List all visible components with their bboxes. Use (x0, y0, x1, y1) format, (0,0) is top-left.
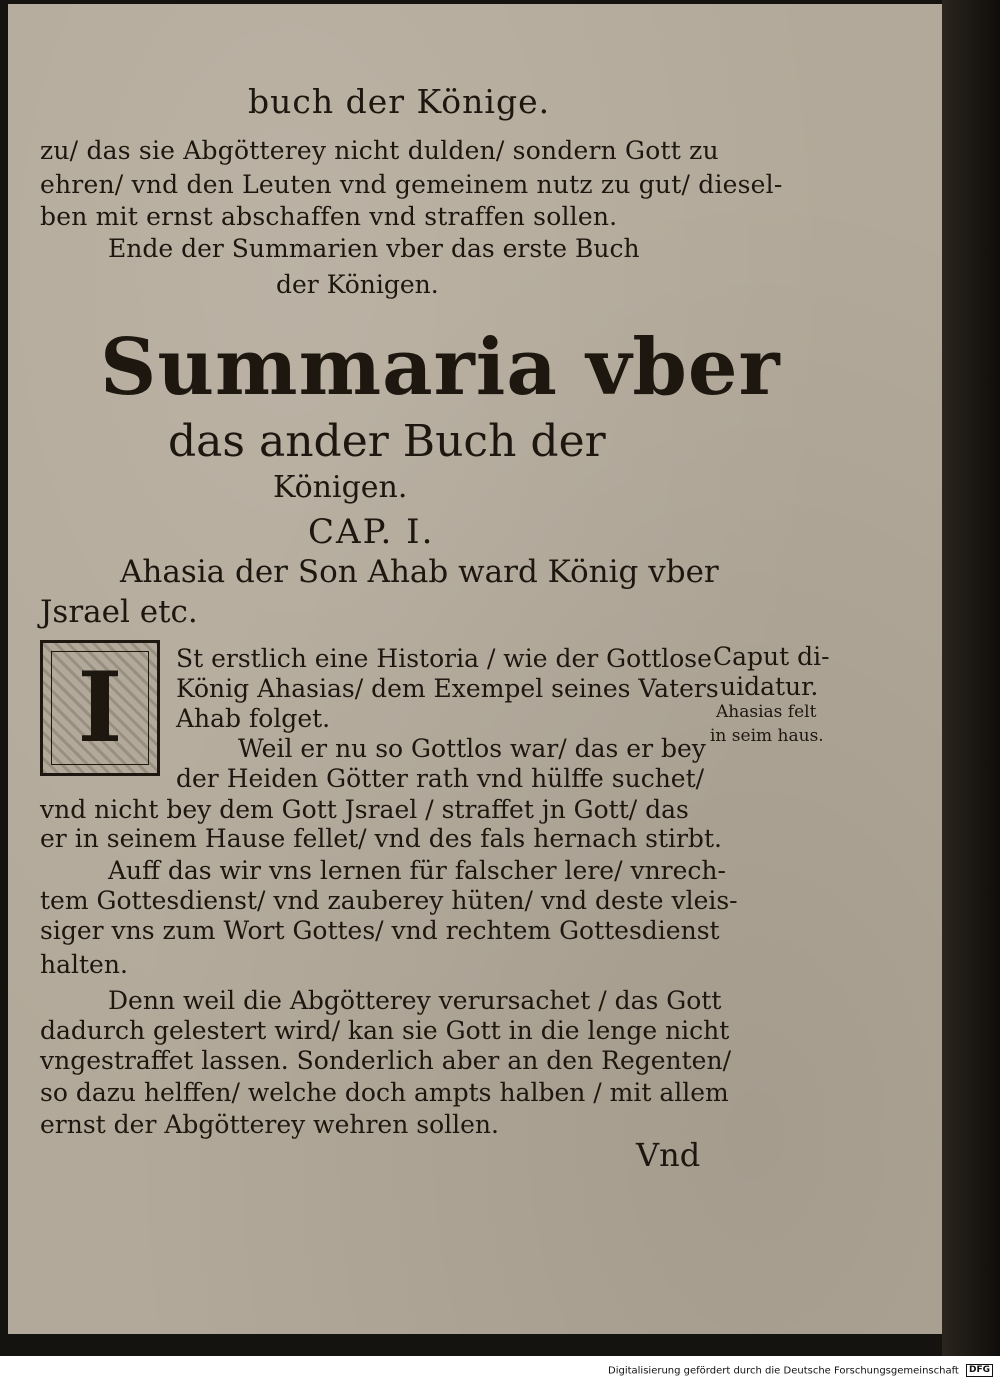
credit-text: Digitalisierung gefördert durch die Deutsche Forschungsgemeinschaft (608, 1365, 959, 1377)
chapter-summary-line-2: Jsrael etc. (40, 594, 198, 630)
page-edge (942, 0, 1000, 1356)
paragraph-line: Denn weil die Abgötterey verursachet / das Gott (108, 986, 722, 1015)
ende-line-2: der Königen. (276, 270, 439, 299)
decorated-initial (40, 640, 160, 776)
paragraph-line: dadurch gelestert wird/ kan sie Gott in die lenge nicht (40, 1016, 730, 1045)
paragraph-line: siger vns zum Wort Gottes/ vnd rechtem Gottesdienst (40, 916, 720, 945)
chapter-heading: CAP. I. (308, 512, 435, 552)
ende-line-1: Ende der Summarien vber das erste Buch (108, 234, 640, 263)
paragraph-line: so dazu helffen/ welche doch ampts halben / mit allem (40, 1078, 729, 1107)
book-page (8, 4, 942, 1334)
paragraph-line: halten. (40, 950, 128, 979)
paragraph-line: er in seinem Hause fellet/ vnd des fals hernach stirbt. (40, 824, 722, 853)
paragraph-line: tem Gottesdienst/ vnd zauberey hüten/ vnd deste vleis- (40, 886, 738, 915)
running-head: buch der Könige. (248, 82, 551, 121)
paragraph-line: Weil er nu so Gottlos war/ das er bey (238, 734, 706, 763)
paragraph-line: Auff das wir vns lernen für falscher lere/ vnrech- (108, 856, 726, 885)
chapter-summary-line-1: Ahasia der Son Ahab ward König vber (120, 554, 719, 590)
margin-note: Caput di- (713, 642, 830, 671)
dfg-logo: DFG (966, 1364, 993, 1377)
title-line-2: das ander Buch der (168, 416, 606, 467)
paragraph-line: ernst der Abgötterey wehren sollen. (40, 1110, 499, 1139)
margin-note: in seim haus. (710, 726, 824, 746)
paragraph-line: vngestraffet lassen. Sonderlich aber an den Regenten/ (40, 1046, 732, 1075)
paragraph-line: der Heiden Götter rath vnd hülffe suchet/ (176, 764, 705, 793)
initial-letter: I (51, 651, 149, 765)
intro-line: ehren/ vnd den Leuten vnd gemeinem nutz zu gut/ diesel- (40, 170, 783, 199)
paragraph-line: König Ahasias/ dem Exempel seines Vaters (176, 674, 719, 703)
digitization-credit (608, 1364, 993, 1377)
intro-line: zu/ das sie Abgötterey nicht dulden/ sondern Gott zu (40, 136, 719, 165)
intro-line: ben mit ernst abschaffen vnd straffen sollen. (40, 202, 618, 231)
margin-note: Ahasias felt (716, 702, 817, 722)
margin-note: uidatur. (720, 672, 819, 701)
paragraph-line: St erstlich eine Historia / wie der Gottlose (176, 644, 712, 673)
paragraph-line: Ahab folget. (176, 704, 331, 733)
title-line-3: Königen. (273, 470, 408, 505)
title-line-1: Summaria vber (100, 322, 781, 413)
paragraph-line: vnd nicht bey dem Gott Jsrael / straffet jn Gott/ das (40, 795, 689, 824)
catchword: Vnd (636, 1136, 701, 1174)
